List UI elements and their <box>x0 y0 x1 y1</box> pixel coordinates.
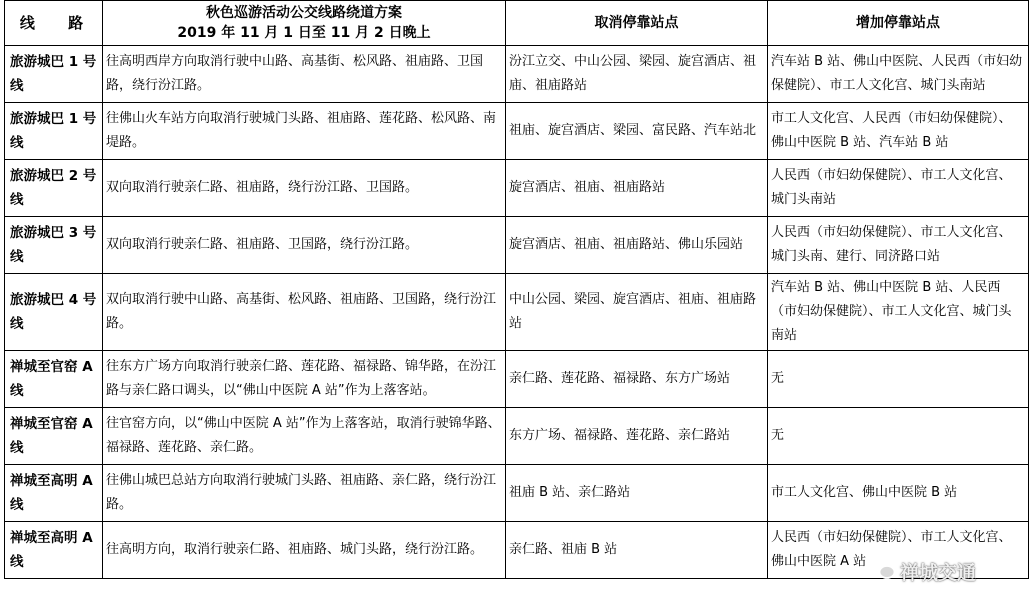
cancel-cell: 旋宫酒店、祖庙、祖庙路站 <box>506 160 768 217</box>
scheme-cell: 双向取消行驶亲仁路、祖庙路，绕行汾江路、卫国路。 <box>103 160 506 217</box>
route-cell: 禅城至高明 A 线 <box>5 465 103 522</box>
route-cell: 旅游城巴 3 号线 <box>5 217 103 274</box>
route-cell: 旅游城巴 4 号线 <box>5 274 103 351</box>
cancel-header: 取消停靠站点 <box>506 1 768 46</box>
add-cell: 无 <box>768 351 1029 408</box>
route-header: 线 路 <box>5 1 103 46</box>
cancel-cell: 祖庙、旋宫酒店、梁园、富民路、汽车站北 <box>506 103 768 160</box>
cancel-cell: 旋宫酒店、祖庙、祖庙路站、佛山乐园站 <box>506 217 768 274</box>
route-cell: 旅游城巴 2 号线 <box>5 160 103 217</box>
cancel-cell: 汾江立交、中山公园、梁园、旋宫酒店、祖庙、祖庙路站 <box>506 46 768 103</box>
route-cell: 旅游城巴 1 号线 <box>5 103 103 160</box>
route-cell: 旅游城巴 1 号线 <box>5 46 103 103</box>
route-cell: 禅城至高明 A 线 <box>5 522 103 579</box>
scheme-header-title: 秋色巡游活动公交线路绕道方案 <box>206 5 402 21</box>
add-cell: 人民西（市妇幼保健院）、市工人文化宫、佛山中医院 A 站 <box>768 522 1029 579</box>
cancel-cell: 亲仁路、祖庙 B 站 <box>506 522 768 579</box>
scheme-cell: 往官窑方向，以“佛山中医院 A 站”作为上落客站，取消行驶锦华路、福禄路、莲花路、亲仁路。 <box>103 408 506 465</box>
scheme-cell: 双向取消行驶亲仁路、祖庙路、卫国路，绕行汾江路。 <box>103 217 506 274</box>
add-cell: 人民西（市妇幼保健院）、市工人文化宫、城门头南、建行、同济路口站 <box>768 217 1029 274</box>
scheme-header-date: 2019 年 11 月 1 日至 11 月 2 日晚上 <box>177 25 431 41</box>
route-cell: 禅城至官窑 A 线 <box>5 408 103 465</box>
cancel-cell: 亲仁路、莲花路、福禄路、东方广场站 <box>506 351 768 408</box>
table-row <box>5 217 1029 274</box>
table-row <box>5 160 1029 217</box>
scheme-header <box>103 1 506 46</box>
cancel-cell: 中山公园、梁园、旋宫酒店、祖庙、祖庙路站 <box>506 274 768 351</box>
table-row <box>5 408 1029 465</box>
scheme-cell: 往东方广场方向取消行驶亲仁路、莲花路、福禄路、锦华路，在汾江路与亲仁路口调头，以“佛山中医院 A 站”作为上落客站。 <box>103 351 506 408</box>
add-cell: 汽车站 B 站、佛山中医院 B 站、人民西（市妇幼保健院）、市工人文化宫、城门头南站 <box>768 274 1029 351</box>
add-cell: 市工人文化宫、佛山中医院 B 站 <box>768 465 1029 522</box>
add-cell: 无 <box>768 408 1029 465</box>
scheme-cell: 往佛山火车站方向取消行驶城门头路、祖庙路、莲花路、松风路、南堤路。 <box>103 103 506 160</box>
header-row <box>5 1 1029 46</box>
table-row <box>5 274 1029 351</box>
table-row <box>5 46 1029 103</box>
bus-detour-table <box>4 0 1029 579</box>
cancel-cell: 东方广场、福禄路、莲花路、亲仁路站 <box>506 408 768 465</box>
cancel-cell: 祖庙 B 站、亲仁路站 <box>506 465 768 522</box>
scheme-cell: 往高明方向，取消行驶亲仁路、祖庙路、城门头路，绕行汾江路。 <box>103 522 506 579</box>
table-row <box>5 103 1029 160</box>
scheme-cell: 往高明西岸方向取消行驶中山路、高基街、松风路、祖庙路、卫国路，绕行汾江路。 <box>103 46 506 103</box>
add-header: 增加停靠站点 <box>768 1 1029 46</box>
scheme-cell: 双向取消行驶中山路、高基街、松风路、祖庙路、卫国路，绕行汾江路。 <box>103 274 506 351</box>
watermark-text: 禅城交通 <box>900 562 977 584</box>
add-cell: 人民西（市妇幼保健院）、市工人文化宫、城门头南站 <box>768 160 1029 217</box>
table-row <box>5 351 1029 408</box>
add-cell: 市工人文化宫、人民西（市妇幼保健院）、佛山中医院 B 站、汽车站 B 站 <box>768 103 1029 160</box>
table-row <box>5 522 1029 579</box>
route-cell: 禅城至官窑 A 线 <box>5 351 103 408</box>
table-row <box>5 465 1029 522</box>
add-cell: 汽车站 B 站、佛山中医院、人民西（市妇幼保健院）、市工人文化宫、城门头南站 <box>768 46 1029 103</box>
scheme-cell: 往佛山城巴总站方向取消行驶城门头路、祖庙路、亲仁路，绕行汾江路。 <box>103 465 506 522</box>
